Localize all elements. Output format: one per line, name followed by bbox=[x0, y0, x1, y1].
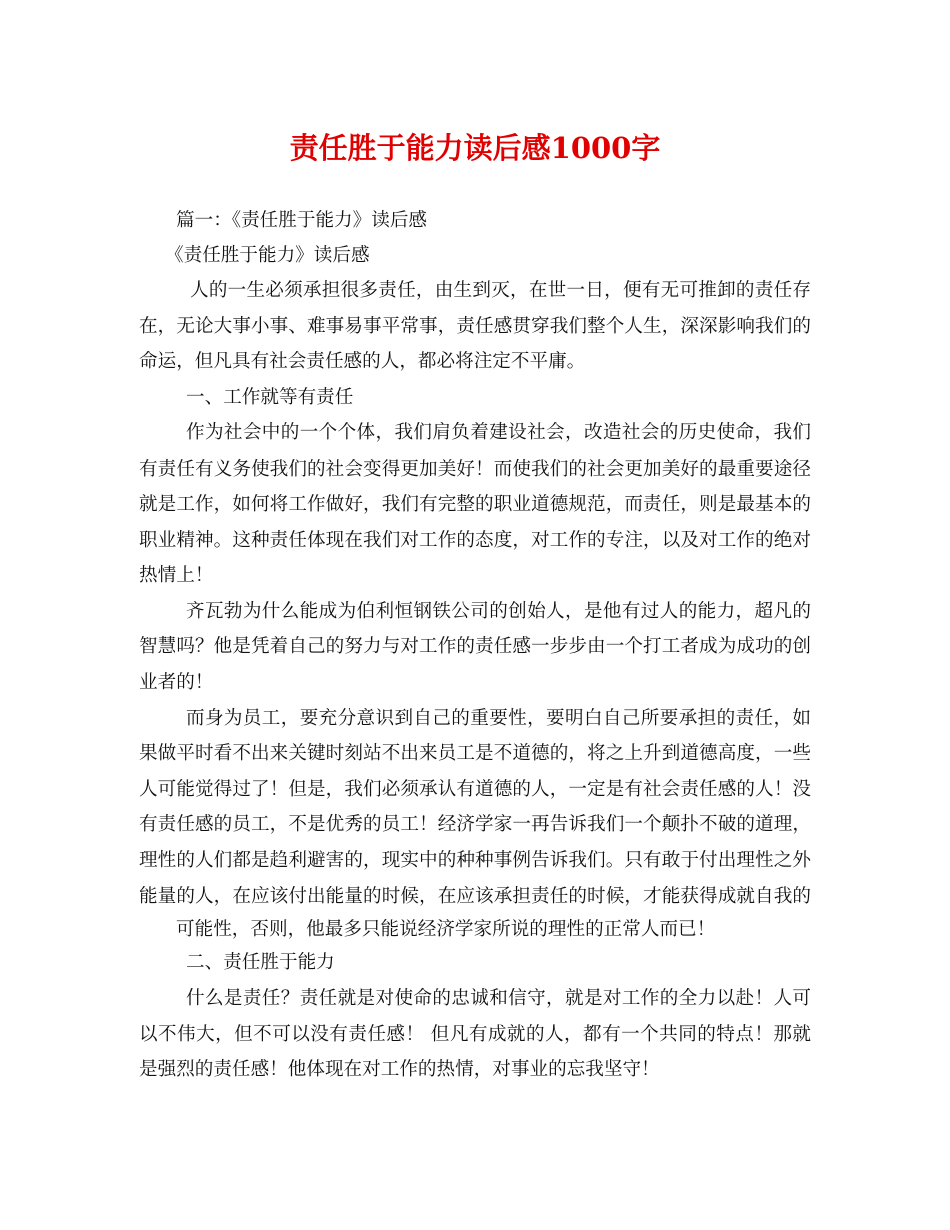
paragraph-line: 果做平时看不出来关键时刻站不出来员工是不道德的，将之上升到道德高度，一些 bbox=[139, 743, 811, 764]
paragraph-line: 人可能觉得过了！但是，我们必须承认有道德的人，一定是有社会责任感的人！没 bbox=[139, 779, 811, 800]
paragraph-line: 人的一生必须承担很多责任，由生到灭，在世一日，便有无可推卸的责任存 bbox=[190, 280, 811, 301]
paragraph-line: 可能性，否则，他最多只能说经济学家所说的理性的正常人而已！ bbox=[176, 919, 716, 940]
paragraph-line: 是强烈的责任感！他体现在对工作的热情，对事业的忘我坚守！ bbox=[139, 1059, 660, 1080]
paragraph-line: 什么是责任？责任就是对使命的忠诚和信守，就是对工作的全力以赴！人可 bbox=[186, 988, 811, 1009]
paragraph-line: 在，无论大事小事、难事易事平常事，责任感贯穿我们整个人生，深深影响我们的 bbox=[139, 316, 811, 337]
paragraph-line: 而身为员工，要充分意识到自己的重要性，要明白自己所要承担的责任，如 bbox=[186, 708, 811, 729]
article-subtitle: 《责任胜于能力》读后感 bbox=[165, 245, 370, 266]
paragraph-line: 业者的！ bbox=[139, 672, 214, 693]
paragraph-line: 有责任感的员工，不是优秀的员工！经济学家一再告诉我们一个颠扑不破的道理， bbox=[139, 814, 811, 835]
section-heading: 二、责任胜于能力 bbox=[186, 952, 335, 973]
paragraph-line: 作为社会中的一个个体，我们肩负着建设社会，改造社会的历史使命，我们 bbox=[186, 422, 811, 443]
paragraph-line: 齐瓦勃为什么能成为伯利恒钢铁公司的创始人，是他有过人的能力，超凡的 bbox=[186, 601, 811, 622]
section-heading: 篇一：《责任胜于能力》读后感 bbox=[176, 210, 428, 231]
section-heading: 一、工作就等有责任 bbox=[186, 387, 354, 408]
paragraph-line: 智慧吗？他是凭着自己的努力与对工作的责任感一步步由一个打工者成为成功的创 bbox=[139, 636, 811, 657]
paragraph-line: 职业精神。这种责任体现在我们对工作的态度，对工作的专注，以及对工作的绝对 bbox=[139, 530, 811, 551]
document-title: 责任胜于能力读后感1000字 bbox=[289, 131, 661, 165]
paragraph-line: 理性的人们都是趋利避害的，现实中的种种事例告诉我们。只有敢于付出理性之外 bbox=[139, 850, 811, 871]
paragraph-line: 能量的人，在应该付出能量的时候，在应该承担责任的时候，才能获得成就自我的 bbox=[139, 886, 811, 907]
paragraph-line: 就是工作，如何将工作做好，我们有完整的职业道德规范，而责任，则是最基本的 bbox=[139, 494, 811, 515]
paragraph-line: 有责任有义务使我们的社会变得更加美好！而使我们的社会更加美好的最重要途径 bbox=[139, 459, 811, 480]
paragraph-line: 命运，但凡具有社会责任感的人，都必将注定不平庸。 bbox=[139, 351, 586, 372]
paragraph-line: 以不伟大，但不可以没有责任感！ 但凡有成就的人，都有一个共同的特点！那就 bbox=[139, 1024, 811, 1045]
paragraph-line: 热情上！ bbox=[139, 565, 214, 586]
